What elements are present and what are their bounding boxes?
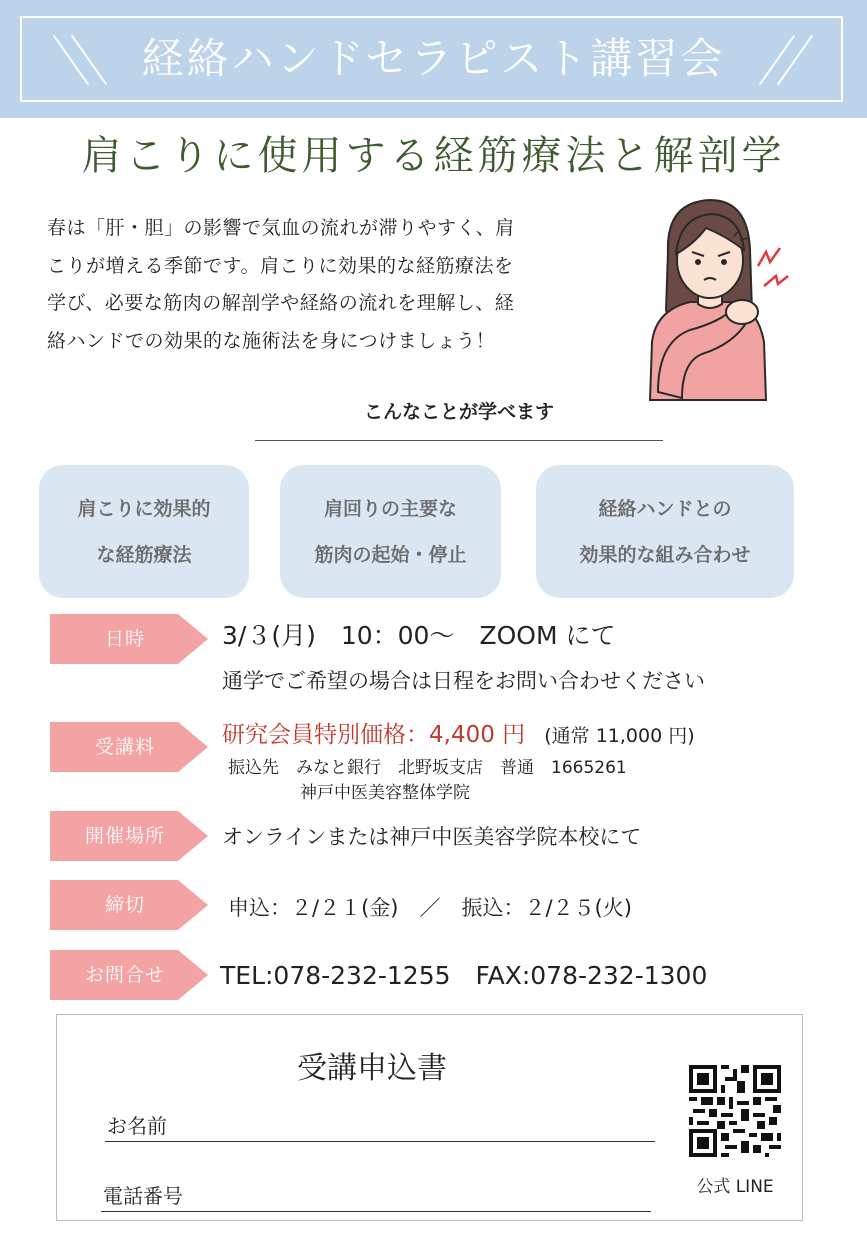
venue-value: オンラインまたは神戸中医美容学院本校にて xyxy=(222,825,642,849)
account-name: 神戸中医美容整体学院 xyxy=(300,783,470,803)
learn-section-title: こんなことが学べます xyxy=(363,401,554,423)
regular-price: (通常 11,000 円) xyxy=(544,725,695,747)
intro-line: こりが増える季節です。肩こりに効果的な経筋療法を xyxy=(47,254,514,277)
learn-card xyxy=(39,465,249,598)
name-field[interactable] xyxy=(105,1141,655,1142)
intro-line: 春は「肝・胆」の影響で気血の流れが滞りやすく、肩 xyxy=(47,217,515,239)
page-title: 経絡ハンドセラピスト講習会 xyxy=(141,34,726,83)
label-datetime xyxy=(50,614,208,664)
qr-caption: 公式 LINE xyxy=(696,1177,774,1197)
phone-field[interactable] xyxy=(101,1211,651,1212)
divider xyxy=(255,440,663,441)
qr-code-icon[interactable] xyxy=(689,1065,781,1157)
learn-card xyxy=(536,465,794,598)
label-venue xyxy=(50,811,208,861)
label-text: 締切 xyxy=(104,894,145,916)
label-contact xyxy=(50,950,208,1000)
fee-value xyxy=(222,718,842,754)
contact-value: TEL:078-232-1255 FAX:078-232-1300 xyxy=(220,961,708,990)
page-subtitle: 肩こりに使用する経筋療法と解剖学 xyxy=(81,133,786,179)
phone-label: 電話番号 xyxy=(103,1184,183,1208)
datetime-note: 通学でご希望の場合は日程をお問い合わせください xyxy=(222,669,705,693)
woman-shoulder-pain-illustration xyxy=(630,192,790,402)
card-line: 肩こりに効果的 xyxy=(77,497,211,520)
label-fee xyxy=(50,722,208,772)
card-line: 筋肉の起始・停止 xyxy=(314,543,467,566)
card-line: 経絡ハンドとの xyxy=(598,497,732,520)
intro-line: 絡ハンドでの効果的な施術法を身につけましょう！ xyxy=(47,329,496,352)
card-line: 効果的な組み合わせ xyxy=(579,543,751,566)
label-deadline xyxy=(50,880,208,930)
bank-info: 振込先 みなと銀行 北野坂支店 普通 1665261 xyxy=(228,758,627,778)
deadline-value: 申込：２/２１(金) ／ 振込：２/２５(火) xyxy=(228,896,632,920)
card-line: な経筋療法 xyxy=(96,543,192,566)
label-text: 受講料 xyxy=(94,736,155,758)
label-text: お問合せ xyxy=(84,964,165,986)
learn-card xyxy=(280,465,501,598)
name-label: お名前 xyxy=(107,1114,167,1138)
application-form xyxy=(56,1014,803,1221)
intro-text xyxy=(47,210,587,360)
special-price: 研究会員特別価格：4,400 円 xyxy=(222,722,526,748)
card-line: 肩回りの主要な xyxy=(323,497,457,520)
form-title: 受講申込書 xyxy=(297,1051,447,1086)
label-text: 日時 xyxy=(104,628,145,650)
label-text: 開催場所 xyxy=(84,825,165,847)
intro-line: 学び、必要な筋肉の解剖学や経絡の流れを理解し、経 xyxy=(47,292,515,314)
datetime-value: 3/３(月) 10：00～ ZOOM にて xyxy=(222,621,616,650)
